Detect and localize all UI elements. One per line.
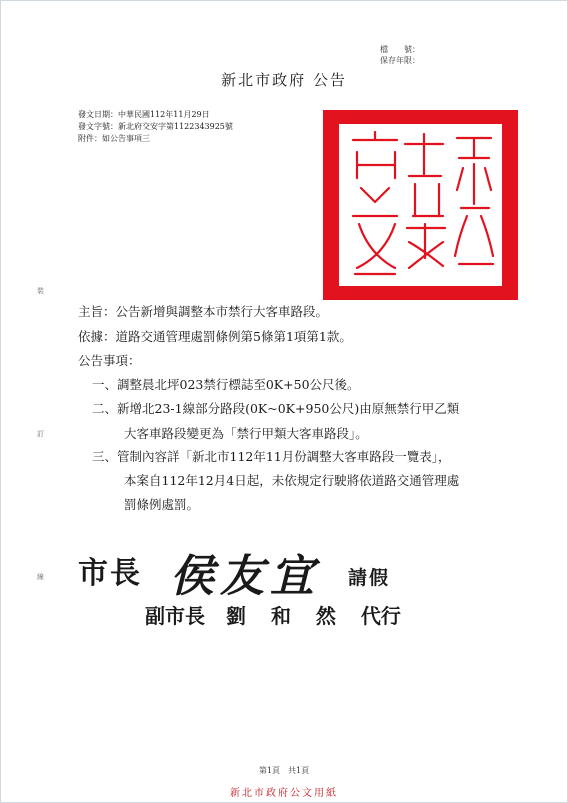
- binding-mark-3: 線: [37, 573, 44, 581]
- paper-label: 新北市政府公文用紙: [230, 788, 338, 799]
- page-title: 新北市政府 公告: [221, 71, 347, 89]
- page-number: 第1頁 共1頁: [258, 766, 310, 775]
- binding-mark-1: 裝: [37, 287, 44, 295]
- item-2-line-1: 二、新增北23-1線部分路段(0K~0K+950公尺)由原無禁行甲乙類: [92, 401, 460, 416]
- mayor-signature: 侯友宜: [170, 551, 320, 602]
- file-info: [372, 44, 420, 66]
- deputy-name-char-2: 和: [270, 604, 291, 628]
- deputy-title: 副市長: [145, 604, 205, 628]
- deputy-name-char-1: 劉: [225, 604, 246, 628]
- seal-face: [339, 124, 502, 286]
- item-3-line-1: 三、管制內容詳「新北市112年11月份調整大客車路段一覽表」，: [92, 449, 451, 464]
- item-1: 一、調整晨北坪023禁行標誌至0K+50公尺後。: [92, 377, 360, 392]
- item-3-line-2: 本案自112年12月4日起，未依規定行駛將依道路交通管理處: [124, 473, 460, 488]
- document-number: 發文字號：新北府交安字第1122343925號: [78, 122, 233, 131]
- items-header: 公告事項：: [78, 353, 141, 368]
- retention-label: 保存年限：: [380, 56, 420, 65]
- issue-date: 發文日期：中華民國112年11月29日: [78, 110, 210, 119]
- official-seal: [323, 110, 518, 300]
- acting-label: 代行: [360, 604, 401, 628]
- item-3-line-3: 罰條例處罰。: [124, 497, 200, 512]
- binding-mark-2: 訂: [37, 430, 44, 438]
- item-2-line-2: 大客車路段變更為「禁行甲類大客車路段」。: [124, 426, 368, 441]
- basis-line: 依據：道路交通管理處罰條例第5條第1項第1款。: [78, 329, 352, 344]
- deputy-name-char-3: 然: [315, 604, 336, 628]
- on-leave-label: 請假: [348, 567, 391, 589]
- subject-line: 主旨：公告新增與調整本市禁行大客車路段。: [78, 304, 329, 319]
- mayor-title: 市長: [78, 556, 142, 591]
- seal-glyphs-icon: [339, 124, 502, 286]
- attachment: 附件：如公告事項三: [78, 134, 150, 143]
- file-no-label: 檔 號：: [380, 45, 420, 54]
- document-meta: [78, 109, 233, 145]
- deputy-signature: [145, 600, 407, 629]
